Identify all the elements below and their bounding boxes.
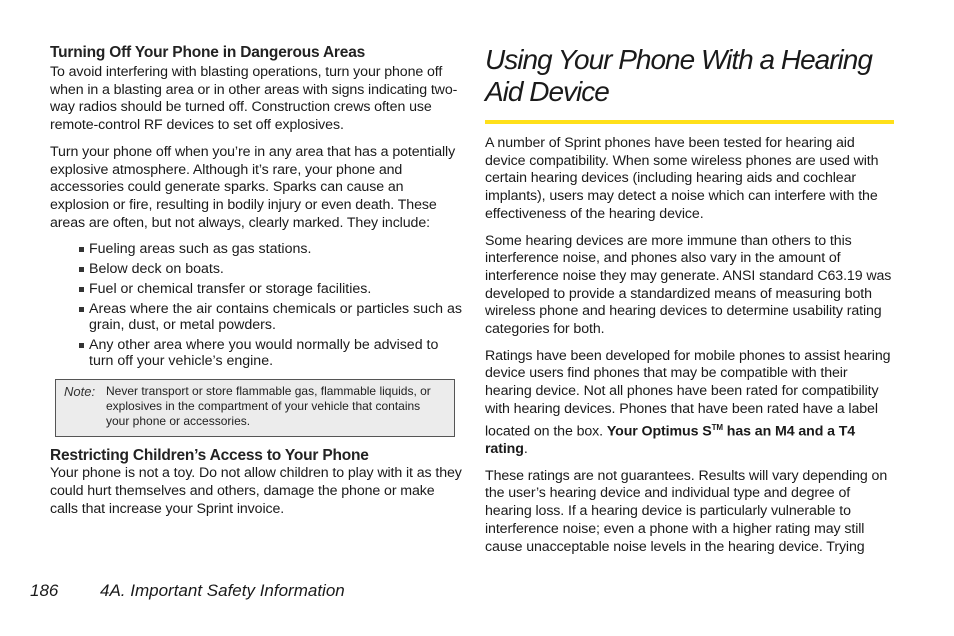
- section-heading-children-access: Restricting Children’s Access to Your Phone: [50, 447, 369, 465]
- page-footer: [30, 581, 345, 601]
- paragraph-compatibility-intro: A number of Sprint phones have been tested for hearing aid device compatibility. When some wireless phones are used with certain hearing devices (including hearing aids and cochlear implants), users may detect a noise which can interfere with the effectiveness of the hearing device.: [485, 135, 879, 222]
- left-column: [50, 44, 462, 527]
- note-text: Never transport or store flammable gas, flammable liquids, or explosives in the compartment of your vehicle that contains your phone or accessories.: [106, 384, 431, 429]
- page-title: Using Your Phone With a Hearing Aid Device: [485, 44, 872, 107]
- hazard-list: [50, 241, 462, 369]
- paragraph-no-guarantee: These ratings are not guarantees. Results will vary depending on the user’s hearing device and individual type and degree of hearing loss. If a hearing device is particularly vulnerable to interference noise; even a phone with a higher rating may still cause unacceptable noise levels in the hearing device. Trying: [485, 467, 888, 555]
- ratings-value: has an M4 and a T4 rating: [485, 423, 856, 457]
- ratings-period: .: [523, 440, 528, 457]
- list-item: Below deck on boats.: [79, 261, 462, 277]
- list-item: Areas where the air contains chemicals or particles such as grain, dust, or metal powders.: [79, 301, 462, 333]
- paragraph-not-a-toy: Your phone is not a toy. Do not allow children to play with it as they could hurt themselves and others, damage the phone or make calls that increase your Sprint invoice.: [50, 465, 462, 517]
- title-underline-rule: [485, 120, 894, 124]
- paragraph-blasting: To avoid interfering with blasting operations, turn your phone off when in a blasting area or in other areas with signs indicating two-way radios should be turned off. Construction crews often use remote-control RF devices to set off explosives.: [50, 64, 458, 134]
- paragraph-ansi-standard: Some hearing devices are more immune than others to this interference noise, and phones also vary in the amount of interference noise they may generate. ANSI standard C63.19 was developed to provide a standardized means of measuring both wireless phone and hearing devices to determine usability rating categories for both.: [485, 232, 892, 338]
- list-item: Fueling areas such as gas stations.: [79, 241, 462, 257]
- page-number: 186: [30, 581, 59, 600]
- list-item: Fuel or chemical transfer or storage facilities.: [79, 281, 462, 297]
- note-label: Note:: [64, 384, 96, 400]
- ratings-device-name: Your Optimus S: [606, 423, 712, 440]
- ratings-text: Ratings have been developed for mobile phones to assist hearing device users find phones that may be compatible with their hearing device. Not all phones have been rated for compatibility with hearing devices. Phones that have been rated have a label located on the box.: [485, 347, 891, 440]
- list-item: Any other area where you would normally be advised to turn off your vehicle’s engine.: [79, 337, 462, 369]
- note-box: [55, 379, 455, 437]
- section-heading-dangerous-areas: Turning Off Your Phone in Dangerous Areas: [50, 44, 366, 61]
- right-column: [485, 44, 895, 565]
- paragraph-explosive-atmosphere: Turn your phone off when you’re in any area that has a potentially explosive atmosphere. Although it’s rare, your phone and accessories could generate sparks. Sparks can cause an explosion or fire, resulting in bodily injury or even death. These areas are often, but not always, clearly marked. They include:: [50, 143, 456, 231]
- paragraph-ratings: [485, 348, 895, 459]
- trademark-mark: TM: [711, 422, 723, 432]
- footer-section-title: 4A. Important Safety Information: [100, 581, 345, 600]
